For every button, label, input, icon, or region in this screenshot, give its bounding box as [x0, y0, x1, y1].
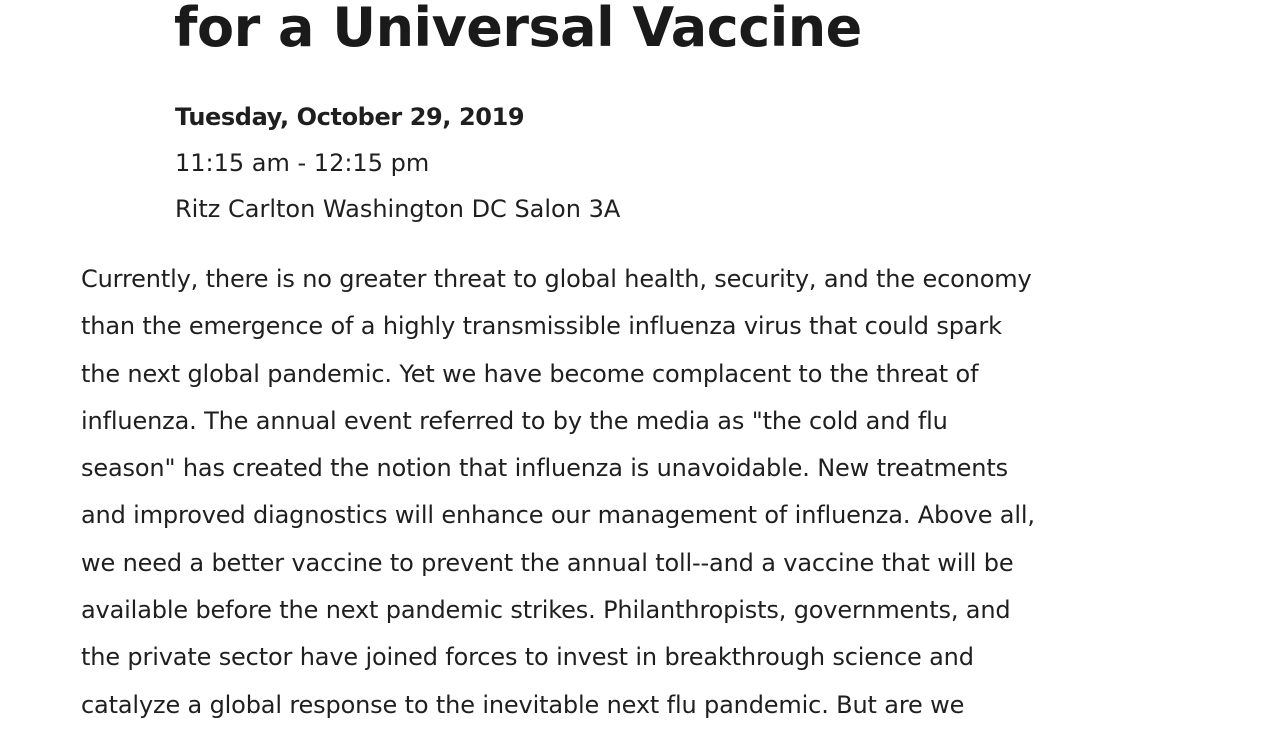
description-line: available before the next pandemic strikes. Philanthropists, governments, and — [81, 596, 1011, 625]
description-line: catalyze a global response to the inevitable next flu pandemic. But are we — [81, 690, 965, 719]
event-location: Ritz Carlton Washington DC Salon 3A — [175, 195, 621, 223]
event-details — [175, 94, 620, 232]
description-line: influenza. The annual event referred to by the media as "the cold and flu — [81, 406, 948, 435]
description-line: the private sector have joined forces to invest in breakthrough science and — [81, 643, 974, 672]
description-line: season" has created the notion that influenza is unavoidable. New treatments — [81, 454, 1008, 483]
description-line: we need a better vaccine to prevent the annual toll--and a vaccine that will be — [81, 548, 1014, 577]
description-line: the next global pandemic. Yet we have become complacent to the threat of — [81, 359, 979, 388]
event-time: 11:15 am - 12:15 pm — [175, 149, 430, 177]
description-line: than the emergence of a highly transmissible influenza virus that could spark — [81, 312, 1002, 341]
event-title: for a Universal Vaccine — [174, 0, 862, 59]
event-description — [81, 256, 1201, 729]
description-line: Currently, there is no greater threat to global health, security, and the economy — [81, 265, 1032, 293]
description-line: and improved diagnostics will enhance our management of influenza. Above all, — [81, 501, 1035, 530]
event-date: Tuesday, October 29, 2019 — [175, 103, 525, 131]
